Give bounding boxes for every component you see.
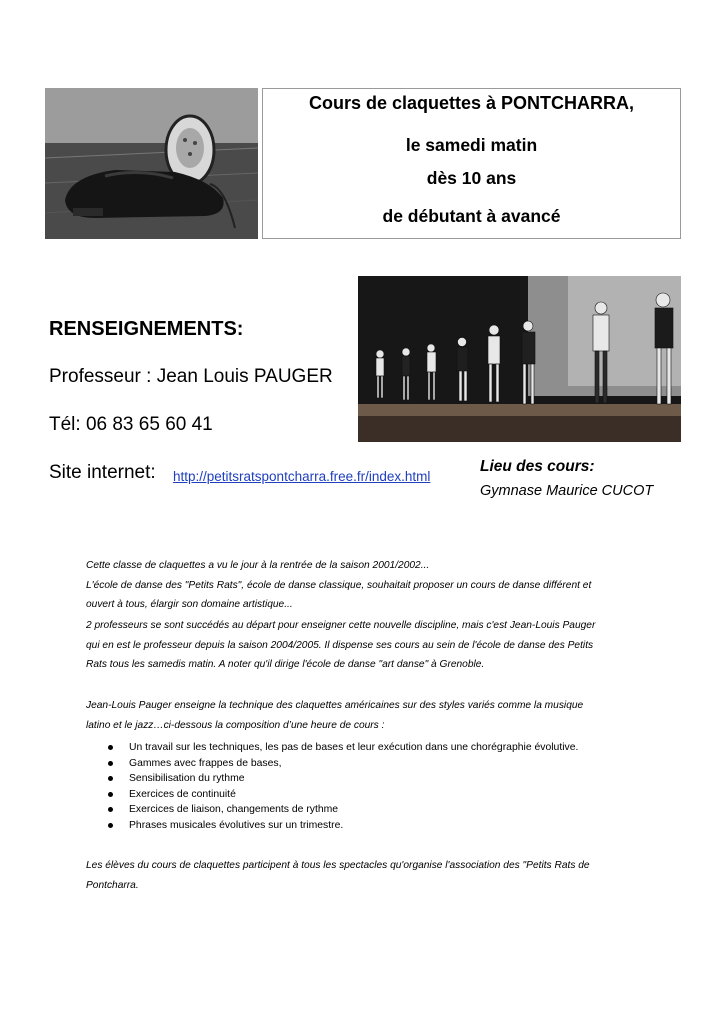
phone-line: Tél: 06 83 65 60 41 [49, 414, 213, 435]
paragraph-line: Les élèves du cours de claquettes participent à tous les spectacles qu'organise l'association des "Petits Rats de [86, 860, 590, 871]
title-line-2: le samedi matin [405, 135, 538, 155]
site-link[interactable]: http://petitsratspontcharra.free.fr/index.html [173, 469, 431, 484]
list-item: Un travail sur les techniques, les pas de bases et leur exécution dans une chorégraphie évolutive. [108, 740, 578, 756]
title-line-3: dès 10 ans [426, 168, 517, 188]
paragraph-line: qui en est le professeur depuis la saison 2004/2005. Il dispense ses cours au sein de l'école de danse des Petits [86, 639, 594, 651]
paragraph-line: L'école de danse des "Petits Rats", école de danse classique, souhaitait proposer un cours de danse différent et [86, 579, 592, 591]
title-box [262, 88, 681, 239]
location-label: Lieu des cours: [480, 458, 595, 475]
paragraph-history [86, 556, 646, 615]
paragraph-technique [86, 696, 646, 735]
renseignements-heading: RENSEIGNEMENTS: [49, 318, 244, 340]
list-item: Phrases musicales évolutives sur un trimestre. [108, 818, 578, 834]
site-label: Site internet: [49, 462, 156, 483]
paragraph-line: Rats tous les samedis matin. A noter qu'il dirige l'école de danse "art danse" à Grenoble. [86, 659, 485, 670]
course-composition-list [108, 740, 578, 834]
paragraph-line: 2 professeurs se sont succédés au départ pour enseigner cette nouvelle discipline, mais c'est Jean-Louis Pauger [86, 620, 596, 631]
paragraph-line: Cette classe de claquettes a vu le jour à la rentrée de la saison 2001/2002... [86, 560, 430, 571]
paragraph-line: Pontcharra. [86, 879, 139, 891]
paragraph-shows [86, 856, 646, 895]
list-item: Exercices de liaison, changements de rythme [108, 802, 578, 818]
list-item: Exercices de continuité [108, 787, 578, 803]
paragraph-line: Jean-Louis Pauger enseigne la technique des claquettes américaines sur des styles variés comme la musique [86, 700, 584, 711]
list-item: Sensibilisation du rythme [108, 771, 578, 787]
professor-line: Professeur : Jean Louis PAUGER [49, 366, 333, 387]
paragraph-line: ouvert à tous, élargir son domaine artistique... [86, 599, 293, 610]
title-line-1: Cours de claquettes à PONTCHARRA, [308, 93, 635, 113]
stage-dancers-photo [358, 276, 681, 442]
tap-shoes-photo [45, 88, 258, 239]
paragraph-professors [86, 616, 646, 675]
location-value: Gymnase Maurice CUCOT [480, 483, 654, 499]
paragraph-line: latino et le jazz…ci-dessous la composition d’une heure de cours : [86, 719, 385, 731]
title-line-4: de débutant à avancé [382, 206, 561, 226]
list-item: Gammes avec frappes de bases, [108, 756, 578, 772]
